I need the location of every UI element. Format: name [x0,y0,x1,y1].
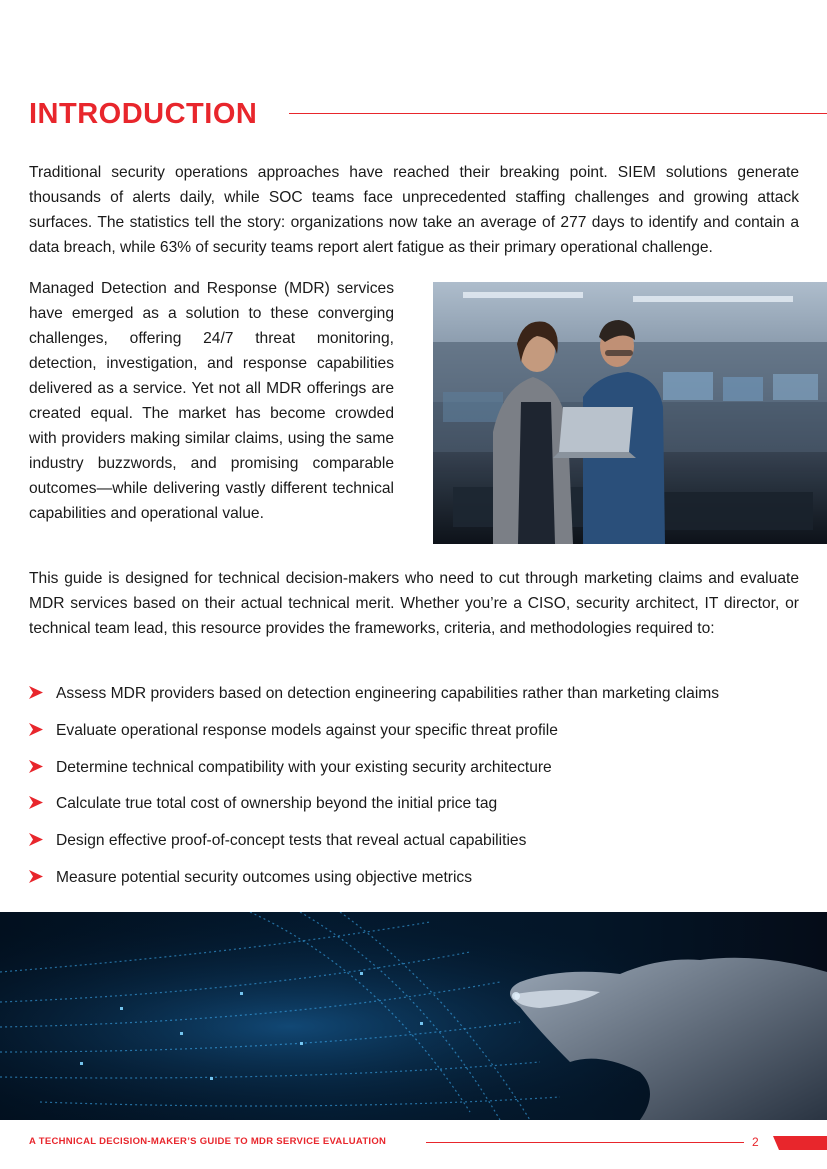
list-item [29,829,819,866]
bullet-arrow-icon [29,686,43,699]
footer-divider [426,1142,744,1143]
title-divider [289,113,827,114]
footer-title: A TECHNICAL DECISION-MAKER’S GUIDE TO MDR SERVICE EVALUATION [29,1136,387,1147]
objectives-list [29,682,819,903]
list-item-text: Measure potential security outcomes using objective metrics [56,868,473,886]
digital-data-banner [0,912,827,1120]
bullet-arrow-icon [29,723,43,736]
bullet-arrow-icon [29,870,43,883]
team-photo [433,282,827,544]
list-item-text: Determine technical compatibility with your existing security architecture [56,758,552,776]
list-item [29,682,819,719]
bullet-arrow-icon [29,760,43,773]
section-header [29,96,827,132]
intro-paragraph-3: This guide is designed for technical decision-makers who need to cut through marketing claims and evaluate MDR services based on their actual technical merit. Whether you’re a CISO, security architect, IT director, or technical team lead, this resource provides the frameworks, criteria, and methodologies required to: [29,570,799,637]
banner-illustration [0,912,827,1120]
list-item-text: Assess MDR providers based on detection engineering capabilities rather than marketing claims [56,685,720,702]
page-title: INTRODUCTION [29,98,258,130]
intro-paragraph-2: Managed Detection and Response (MDR) services have emerged as a solution to these converging challenges, offering 24/7 threat monitoring, detection, investigation, and response capabilities delivered as a service. Yet not all MDR offerings are created equal. The market has become crowded with providers making similar claims, using the same industry buzzwords, and promising comparable outcomes—while delivering vastly different technical capabilities and operational value. [29,280,394,522]
list-item [29,866,819,903]
list-item-text: Calculate true total cost of ownership beyond the initial price tag [56,795,498,813]
intro-paragraph-1: Traditional security operations approaches have reached their breaking point. SIEM solutions generate thousands of alerts daily, while SOC teams face unprecedented staffing challenges and growing attack surfaces. The statistics tell the story: organizations now take an average of 277 days to identify and contain a data breach, while 63% of security teams report alert fatigue as their primary operational challenge. [29,164,799,256]
team-photo-illustration [433,282,827,544]
page-footer [0,1130,827,1156]
list-item [29,792,819,829]
bullet-arrow-icon [29,833,43,846]
bullet-arrow-icon [29,796,43,809]
footer-accent-tab [773,1136,827,1150]
list-item-text: Evaluate operational response models against your specific threat profile [56,721,558,739]
list-item [29,719,819,756]
page-number: 2 [752,1135,759,1149]
list-item [29,756,819,793]
list-item-text: Design effective proof-of-concept tests that reveal actual capabilities [56,832,527,850]
